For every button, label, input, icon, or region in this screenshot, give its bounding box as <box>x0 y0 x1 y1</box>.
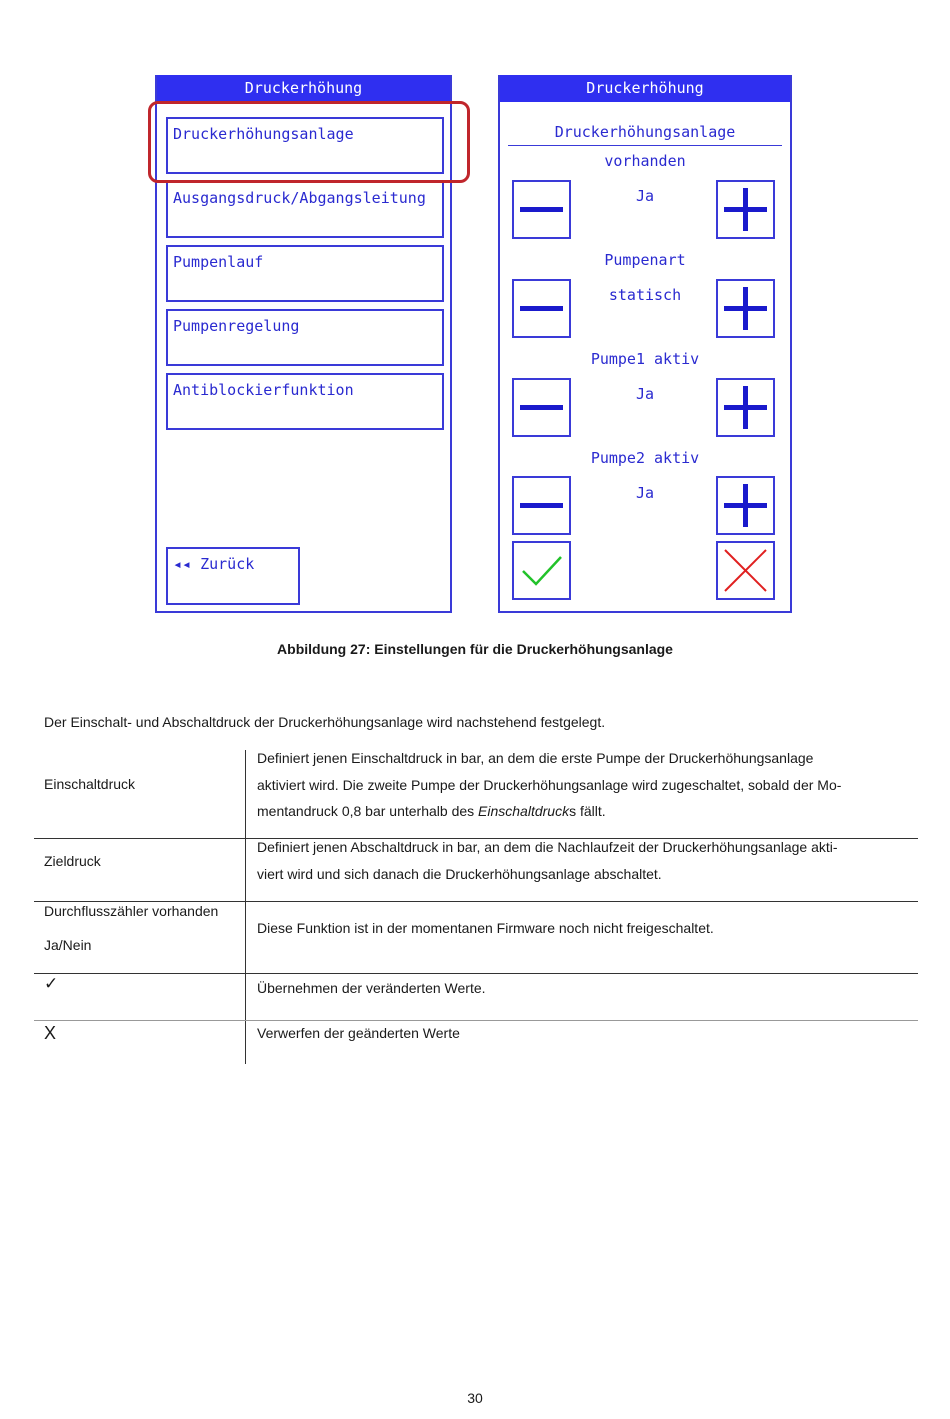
settings-screen <box>498 75 792 613</box>
desc-text: s fällt. <box>569 803 606 819</box>
desc-line <box>257 798 907 825</box>
term-line: Durchflusszähler vorhanden <box>44 903 219 919</box>
menu-item-pumpenregelung[interactable]: Pumpenregelung <box>166 309 444 366</box>
menu-item-druckerhoehungsanlage[interactable]: Druckerhöhungsanlage <box>166 117 444 174</box>
checkmark-icon <box>514 543 569 598</box>
page-number: 30 <box>467 1390 483 1406</box>
minus-icon <box>514 380 569 435</box>
setting-value-vorhanden: Ja <box>635 187 655 205</box>
term-zieldruck: Zieldruck <box>44 853 101 869</box>
figure-caption: Abbildung 27: Einstellungen für die Druckerhöhungsanlage <box>277 641 673 657</box>
plus-icon <box>718 380 773 435</box>
desc-line: viert wird und sich danach die Druckerhöhungsanlage abschaltet. <box>257 865 662 882</box>
plus-icon <box>718 281 773 336</box>
desc-zieldruck <box>257 834 907 887</box>
desc-line: aktiviert wird. Die zweite Pumpe der Druckerhöhungsanlage wird zugeschaltet, sobald der Mo- <box>257 776 842 793</box>
desc-line: Definiert jenen Abschaltdruck in bar, an dem die Nachlaufzeit der Druckerhöhungsanlage akti- <box>257 839 838 855</box>
minus-button-pumpenart[interactable] <box>512 279 571 338</box>
term-x: X <box>44 1023 57 1043</box>
desc-checkmark: Übernehmen der veränderten Werte. <box>257 980 486 996</box>
plus-button-pumpe1[interactable] <box>716 378 775 437</box>
cancel-button[interactable] <box>716 541 775 600</box>
minus-icon <box>514 281 569 336</box>
desc-text: mentandruck 0,8 bar unterhalb des <box>257 803 479 819</box>
menu-item-ausgangsdruck[interactable]: Ausgangsdruck/Abgangsleitung <box>166 181 444 238</box>
plus-icon <box>718 182 773 237</box>
back-button[interactable]: ◂◂ Zurück <box>166 547 300 605</box>
cross-icon <box>718 543 773 598</box>
setting-value-pumpe1: Ja <box>635 385 655 403</box>
term-line: Ja/Nein <box>44 937 92 953</box>
desc-x: Verwerfen der geänderten Werte <box>257 1025 460 1041</box>
plus-icon <box>718 478 773 533</box>
minus-icon <box>514 478 569 533</box>
intro-paragraph: Der Einschalt- und Abschaltdruck der Druckerhöhungsanlage wird nachstehend festgelegt. <box>44 714 606 730</box>
setting-value-pumpe2: Ja <box>635 484 655 502</box>
selection-highlight <box>148 101 470 183</box>
desc-einschaltdruck <box>257 745 907 825</box>
desc-durchflusszaehler: Diese Funktion ist in der momentanen Firmware noch nicht freigeschaltet. <box>257 920 714 936</box>
term-checkmark: ✓ <box>44 974 59 994</box>
term-durchflusszaehler <box>44 903 218 953</box>
plus-button-pumpe2[interactable] <box>716 476 775 535</box>
settings-heading: Druckerhöhungsanlage <box>554 123 736 141</box>
row-divider <box>34 901 918 902</box>
menu-item-antiblockierfunktion[interactable]: Antiblockierfunktion <box>166 373 444 430</box>
column-divider <box>245 750 246 1064</box>
plus-button-pumpenart[interactable] <box>716 279 775 338</box>
setting-label-pumpe2: Pumpe2 aktiv <box>590 449 700 467</box>
setting-value-pumpenart: statisch <box>608 286 682 304</box>
menu-item-pumpenlauf[interactable]: Pumpenlauf <box>166 245 444 302</box>
minus-button-pumpe1[interactable] <box>512 378 571 437</box>
minus-icon <box>514 182 569 237</box>
plus-button-vorhanden[interactable] <box>716 180 775 239</box>
row-divider <box>34 973 918 974</box>
setting-label-pumpenart: Pumpenart <box>604 251 686 269</box>
minus-button-vorhanden[interactable] <box>512 180 571 239</box>
divider <box>508 145 782 146</box>
menu-screen-title: Druckerhöhung <box>157 75 450 102</box>
desc-italic-term: Einschaltdruck <box>478 803 570 819</box>
confirm-button[interactable] <box>512 541 571 600</box>
setting-label-pumpe1: Pumpe1 aktiv <box>590 350 700 368</box>
settings-screen-title: Druckerhöhung <box>500 75 790 102</box>
desc-line: Definiert jenen Einschaltdruck in bar, an dem die erste Pumpe der Druckerhöhungsanlage <box>257 750 814 766</box>
minus-button-pumpe2[interactable] <box>512 476 571 535</box>
definition-table <box>34 748 918 1064</box>
term-einschaltdruck: Einschaltdruck <box>44 776 136 792</box>
setting-label-vorhanden: vorhanden <box>604 152 686 170</box>
